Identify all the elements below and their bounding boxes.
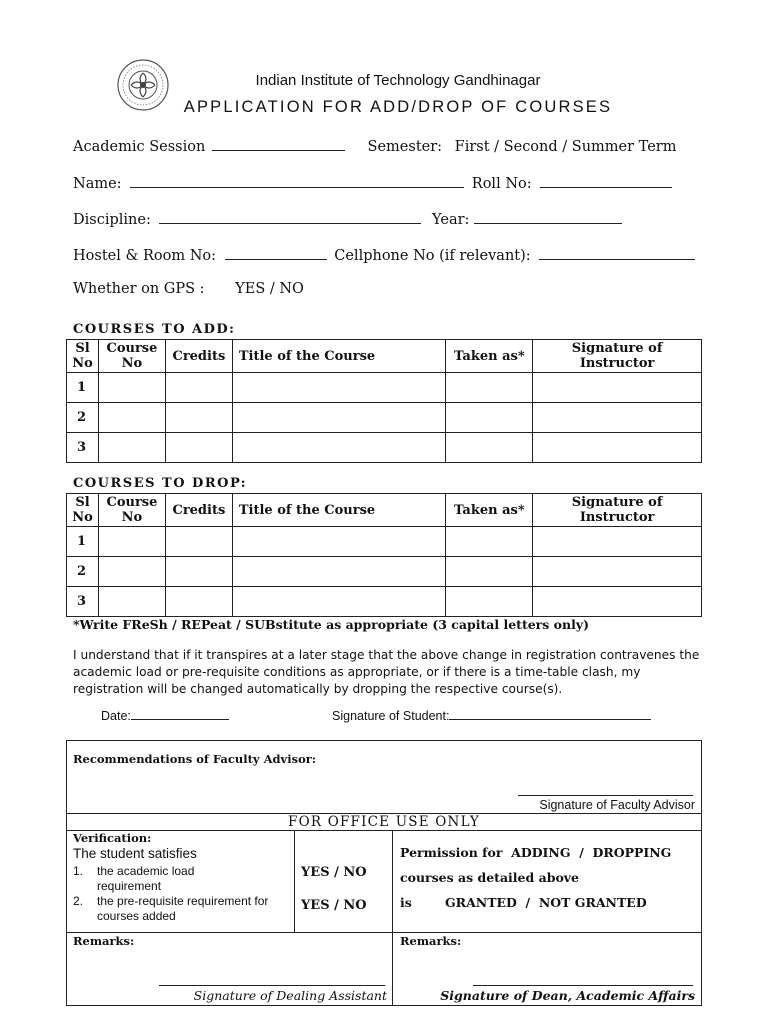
semester-options[interactable]: First / Second / Summer Term bbox=[454, 139, 677, 155]
student-signature-label: Signature of Student: bbox=[332, 709, 450, 723]
title-cell[interactable] bbox=[232, 373, 446, 403]
permission-status[interactable]: GRANTED / NOT GRANTED bbox=[445, 895, 647, 910]
table-row bbox=[67, 403, 702, 433]
roll-no-label: Roll No: bbox=[471, 176, 532, 192]
credits-cell[interactable] bbox=[165, 373, 232, 403]
name-field[interactable] bbox=[130, 173, 464, 188]
taken-as-cell[interactable] bbox=[446, 587, 533, 617]
semester-label: Semester: bbox=[367, 139, 443, 155]
faculty-recommendations-label[interactable]: Recommendations of Faculty Advisor: bbox=[73, 752, 317, 766]
course-no-cell[interactable] bbox=[98, 433, 165, 463]
dean-signature-label: Signature of Dean, Academic Affairs bbox=[440, 988, 695, 1003]
col-course-no: Course No bbox=[98, 340, 165, 373]
col-taken-as: Taken as* bbox=[446, 340, 533, 373]
gps-row bbox=[73, 281, 304, 297]
signature-cell[interactable] bbox=[533, 557, 702, 587]
course-no-cell[interactable] bbox=[98, 527, 165, 557]
table-row bbox=[67, 587, 702, 617]
cellphone-label: Cellphone No (if relevant): bbox=[334, 248, 531, 264]
credits-cell[interactable] bbox=[165, 403, 232, 433]
name-row bbox=[73, 173, 672, 192]
title-cell[interactable] bbox=[232, 527, 446, 557]
credits-cell[interactable] bbox=[165, 557, 232, 587]
table-row bbox=[67, 433, 702, 463]
taken-as-cell[interactable] bbox=[446, 527, 533, 557]
assistant-signature-label: Signature of Dealing Assistant bbox=[193, 988, 387, 1003]
declaration-text: I understand that if it transpires at a later stage that the above change in registration contravenes the academic load or pre-requisite conditions as appropriate, or if there is a time-table clash, my registration will be changed automatically by dropping the respective course(s). bbox=[73, 648, 700, 696]
hostel-field[interactable] bbox=[225, 245, 327, 260]
taken-as-cell[interactable] bbox=[446, 433, 533, 463]
signature-cell[interactable] bbox=[533, 527, 702, 557]
gps-options[interactable]: YES / NO bbox=[235, 281, 304, 297]
dean-signature-line bbox=[473, 985, 693, 986]
col-credits: Credits bbox=[165, 340, 232, 373]
year-label: Year: bbox=[432, 212, 470, 228]
table-header-row bbox=[67, 494, 702, 527]
col-credits: Credits bbox=[165, 494, 232, 527]
row-number: 1 bbox=[67, 527, 99, 557]
hostel-row bbox=[73, 245, 695, 264]
cellphone-field[interactable] bbox=[539, 245, 695, 260]
credits-cell[interactable] bbox=[165, 527, 232, 557]
year-field[interactable] bbox=[474, 209, 622, 224]
academic-session-row bbox=[73, 136, 676, 155]
date-field[interactable] bbox=[131, 707, 229, 720]
date-row bbox=[101, 707, 229, 723]
divider bbox=[67, 830, 701, 831]
office-use-heading: FOR OFFICE USE ONLY bbox=[288, 814, 480, 830]
col-sl-no: Sl No bbox=[67, 340, 99, 373]
verification-item-1-text: the academic load requirement bbox=[97, 864, 195, 893]
discipline-field[interactable] bbox=[159, 209, 421, 224]
row-number: 3 bbox=[67, 433, 99, 463]
title-cell[interactable] bbox=[232, 587, 446, 617]
dean-remarks-label[interactable]: Remarks: bbox=[400, 934, 462, 948]
row-number: 2 bbox=[67, 403, 99, 433]
credits-cell[interactable] bbox=[165, 587, 232, 617]
permission-is: is bbox=[400, 895, 412, 910]
hostel-label: Hostel & Room No: bbox=[73, 248, 217, 264]
assistant-remarks-label[interactable]: Remarks: bbox=[73, 934, 135, 948]
verification-label: Verification: bbox=[73, 831, 152, 845]
courses-to-drop-heading: COURSES TO DROP: bbox=[73, 476, 248, 491]
courses-to-drop-table bbox=[66, 493, 702, 617]
signature-cell[interactable] bbox=[533, 373, 702, 403]
col-sl-no: Sl No bbox=[67, 494, 99, 527]
col-course-title: Title of the Course bbox=[232, 340, 446, 373]
course-no-cell[interactable] bbox=[98, 557, 165, 587]
taken-as-note: *Write FReSh / REPeat / SUBstitute as appropriate (3 capital letters only) bbox=[73, 617, 590, 632]
course-no-cell[interactable] bbox=[98, 373, 165, 403]
academic-session-label: Academic Session bbox=[73, 139, 206, 155]
title-cell[interactable] bbox=[232, 403, 446, 433]
table-row bbox=[67, 373, 702, 403]
office-box bbox=[66, 740, 702, 1006]
verification-item-2: 2. the pre-requisite requirement for courses added bbox=[73, 894, 289, 924]
row-number: 2 bbox=[67, 557, 99, 587]
date-label: Date: bbox=[101, 709, 131, 723]
permission-line-2: courses as detailed above bbox=[400, 870, 579, 885]
col-instructor-signature: Signature of Instructor bbox=[533, 494, 702, 527]
table-header-row bbox=[67, 340, 702, 373]
taken-as-cell[interactable] bbox=[446, 373, 533, 403]
taken-as-cell[interactable] bbox=[446, 557, 533, 587]
discipline-label: Discipline: bbox=[73, 212, 151, 228]
divider bbox=[392, 830, 393, 1005]
assistant-signature-line bbox=[159, 985, 385, 986]
name-label: Name: bbox=[73, 176, 122, 192]
credits-cell[interactable] bbox=[165, 433, 232, 463]
divider bbox=[294, 830, 295, 932]
permission-line-1: Permission for ADDING / DROPPING bbox=[400, 845, 672, 860]
courses-to-add-table bbox=[66, 339, 702, 463]
course-no-cell[interactable] bbox=[98, 403, 165, 433]
taken-as-cell[interactable] bbox=[446, 403, 533, 433]
row-number: 3 bbox=[67, 587, 99, 617]
divider bbox=[67, 932, 701, 933]
academic-load-yes-no[interactable]: YES / NO bbox=[301, 865, 367, 880]
verification-item-1: 1. the academic load requirement bbox=[73, 864, 237, 894]
table-row bbox=[67, 557, 702, 587]
gps-label: Whether on GPS : bbox=[73, 281, 205, 297]
col-taken-as: Taken as* bbox=[446, 494, 533, 527]
table-row bbox=[67, 527, 702, 557]
student-signature-row bbox=[332, 707, 651, 723]
institute-name: Indian Institute of Technology Gandhinagar bbox=[255, 72, 541, 89]
signature-cell[interactable] bbox=[533, 403, 702, 433]
col-course-title: Title of the Course bbox=[232, 494, 446, 527]
title-cell[interactable] bbox=[232, 557, 446, 587]
form-title: APPLICATION FOR ADD/DROP OF COURSES bbox=[183, 98, 613, 116]
signature-cell[interactable] bbox=[533, 433, 702, 463]
signature-cell[interactable] bbox=[533, 587, 702, 617]
col-course-no: Course No bbox=[98, 494, 165, 527]
prerequisite-yes-no[interactable]: YES / NO bbox=[301, 898, 367, 913]
col-instructor-signature: Signature of Instructor bbox=[533, 340, 702, 373]
discipline-row bbox=[73, 209, 622, 228]
faculty-signature-label: Signature of Faculty Advisor bbox=[539, 798, 695, 812]
student-signature-field[interactable] bbox=[449, 707, 651, 720]
faculty-signature-line bbox=[518, 795, 693, 796]
academic-session-field[interactable] bbox=[212, 136, 345, 151]
verification-item-2-text: the pre-requisite requirement for courses added bbox=[97, 894, 269, 923]
student-satisfies-text: The student satisfies bbox=[73, 846, 197, 861]
row-number: 1 bbox=[67, 373, 99, 403]
course-no-cell[interactable] bbox=[98, 587, 165, 617]
roll-no-field[interactable] bbox=[540, 173, 672, 188]
courses-to-add-heading: COURSES TO ADD: bbox=[73, 322, 236, 337]
title-cell[interactable] bbox=[232, 433, 446, 463]
